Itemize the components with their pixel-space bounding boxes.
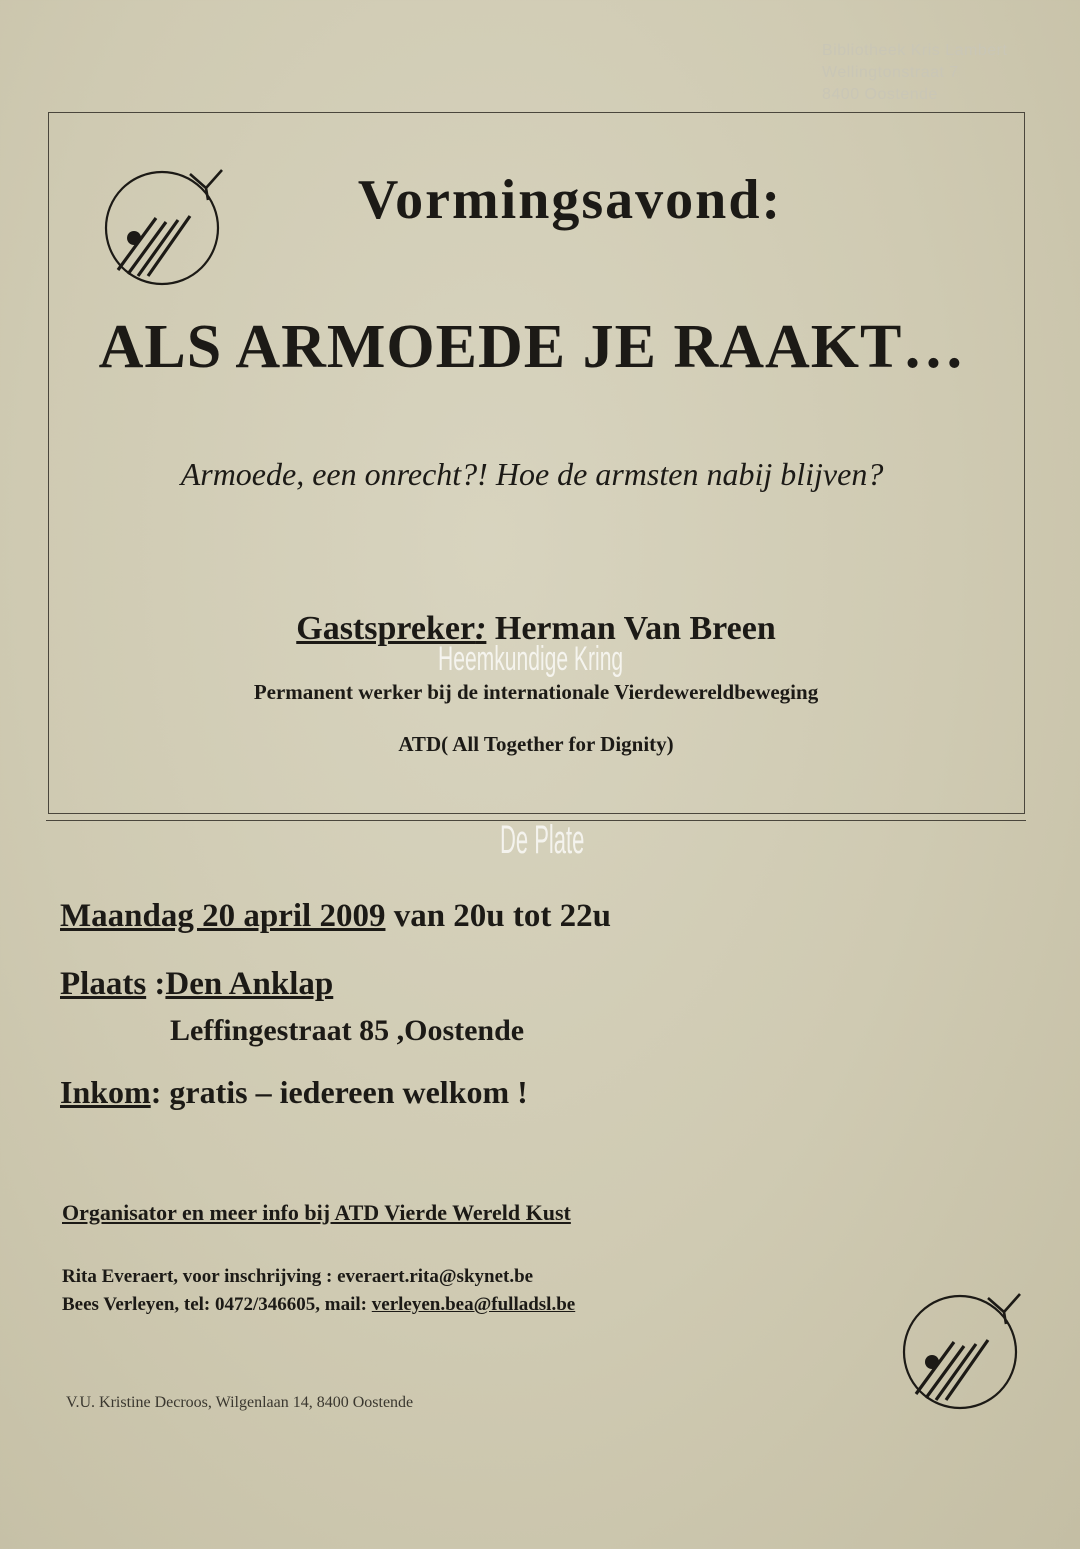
subtitle: Armoede, een onrecht?! Hoe de armsten nabij blijven? [180, 456, 884, 492]
event-time: van 20u tot 22u [385, 898, 611, 934]
place-address: Leffingestraat 85 ,Oostende [170, 1014, 525, 1047]
library-stamp [822, 40, 1007, 106]
speaker-label: Gastspreker [296, 610, 476, 647]
date-line [60, 898, 611, 935]
place-label: Plaats [60, 966, 147, 1002]
contact-rita: Rita Everaert, voor inschrijving : everaert.rita@skynet.be [62, 1266, 534, 1287]
stamp-line-1: Bibliotheek Kris Lambert [822, 42, 1008, 59]
entry-line [60, 1074, 528, 1111]
contact-bees [62, 1294, 575, 1316]
entry-label: Inkom [60, 1074, 151, 1110]
event-date: Maandag 20 april 2009 [60, 898, 386, 934]
atd-fourth-world-logo-icon [902, 1284, 1028, 1412]
watermark-line-1: Heemkundige Kring [438, 640, 624, 678]
speaker-description-2: ATD( All Together for Dignity) [398, 732, 674, 756]
main-title: ALS ARMOEDE JE RAAKT… [98, 313, 966, 381]
stamp-line-2: Wellingtonstraat 7 [822, 64, 959, 81]
entry-text: : gratis – iedereen welkom ! [150, 1074, 528, 1110]
contact-bees-email[interactable]: verleyen.bea@fulladsl.be [371, 1294, 576, 1315]
event-type: Vormingsavond: [357, 169, 783, 231]
place-separator: : [146, 966, 166, 1002]
contact-bees-text: Bees Verleyen, tel: 0472/346605, mail: [62, 1294, 372, 1315]
watermark-line-2: De Plate [500, 818, 585, 862]
speaker-name: Herman Van Breen [486, 610, 776, 647]
place-line [60, 966, 333, 1003]
stamp-line-3: 8400 Oostende [822, 86, 938, 103]
organizer-heading: Organisator en meer info bij ATD Vierde Wereld Kust [62, 1200, 571, 1225]
place-name: Den Anklap [165, 966, 334, 1002]
speaker-description-1: Permanent werker bij de internationale Vierdewereldbeweging [253, 680, 819, 704]
speaker-colon: : [475, 610, 487, 647]
responsible-publisher: V.U. Kristine Decroos, Wilgenlaan 14, 8400 Oostende [66, 1394, 414, 1411]
